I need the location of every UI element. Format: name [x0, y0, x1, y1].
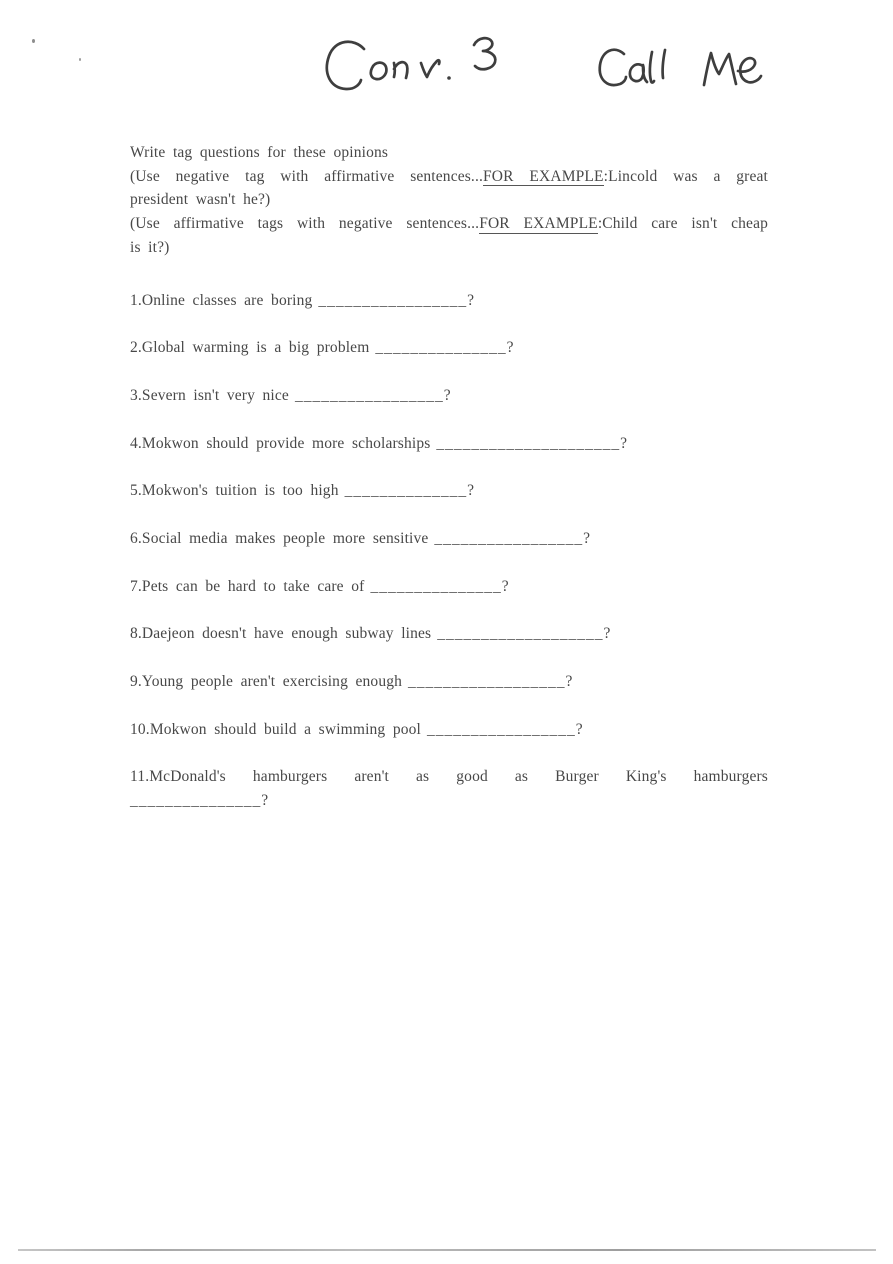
instruction-text: (Use negative tag with affirmative sentences... [130, 167, 484, 185]
question-blank: ______________ [344, 482, 468, 500]
question-blank: _______________ [375, 339, 507, 357]
instruction-text: :Lincold was a great [603, 167, 768, 185]
handwriting-call-me [596, 44, 776, 96]
question-blank: _________________ [294, 386, 444, 404]
question-blank: _________________ [318, 291, 468, 309]
question-mark: ? [583, 529, 591, 547]
question-item [130, 575, 768, 599]
question-item [130, 622, 768, 646]
instruction-line-3: president wasn't he?) [130, 191, 271, 209]
question-item [130, 336, 768, 360]
instruction-line-1: Write tag questions for these opinions [130, 144, 389, 161]
question-item [130, 479, 768, 503]
question-item [130, 527, 768, 551]
question-text: 2.Global warming is a big problem [130, 339, 370, 357]
question-item [130, 289, 768, 313]
scan-edge-line [18, 1249, 876, 1251]
handwriting-conv-3 [322, 36, 504, 98]
instruction-line-2 [130, 165, 768, 189]
question-text: 3.Severn isn't very nice [130, 386, 289, 404]
instructions [130, 141, 768, 260]
instruction-text: (Use affirmative tags with negative sentences... [130, 215, 480, 233]
question-item [130, 670, 768, 694]
question-mark: ? [506, 339, 514, 357]
question-blank-line-2 [130, 789, 768, 813]
handwriting-period-dot [447, 76, 451, 80]
question-blank: _______________ [370, 577, 502, 595]
question-list [130, 289, 768, 814]
question-text: 6.Social media makes people more sensitive [130, 529, 429, 547]
question-blank: _________________ [427, 720, 576, 738]
question-text: 5.Mokwon's tuition is too high [130, 482, 339, 500]
question-mark: ? [575, 720, 583, 738]
question-text: 4.Mokwon should provide more scholarships [130, 434, 431, 452]
question-blank: _______________ [130, 792, 262, 810]
question-text: 9.Young people aren't exercising enough [130, 673, 403, 691]
for-example-underlined: FOR EXAMPLE [479, 215, 598, 233]
question-text: 8.Daejeon doesn't have enough subway lines [130, 625, 432, 643]
question-mark: ? [467, 291, 475, 309]
question-mark: ? [501, 577, 509, 595]
instruction-line-4 [130, 212, 768, 236]
question-item [130, 765, 768, 813]
question-item [130, 384, 768, 408]
question-mark: ? [620, 434, 628, 452]
question-text: 7.Pets can be hard to take care of [130, 577, 365, 595]
question-mark: ? [603, 625, 611, 643]
question-blank: ___________________ [437, 625, 604, 643]
question-blank: _________________ [434, 529, 584, 547]
question-mark: ? [565, 673, 573, 691]
question-text: 10.Mokwon should build a swimming pool [130, 720, 422, 738]
question-item [130, 718, 768, 742]
scan-speck [32, 39, 35, 43]
question-blank: __________________ [408, 673, 566, 691]
question-mark: ? [443, 386, 451, 404]
worksheet-body [130, 141, 768, 813]
for-example-underlined: FOR EXAMPLE [483, 167, 604, 185]
question-mark: ? [261, 792, 269, 810]
question-text: 1.Online classes are boring [130, 291, 313, 309]
instruction-text: :Child care isn't cheap [597, 215, 769, 233]
question-text-line-1: 11.McDonald's hamburgers aren't as good as Burger King's hamburgers [130, 768, 768, 786]
question-item [130, 432, 768, 456]
question-mark: ? [467, 482, 475, 500]
instruction-line-5: is it?) [130, 238, 170, 256]
question-blank: _____________________ [436, 434, 621, 452]
scan-speck [79, 58, 81, 61]
